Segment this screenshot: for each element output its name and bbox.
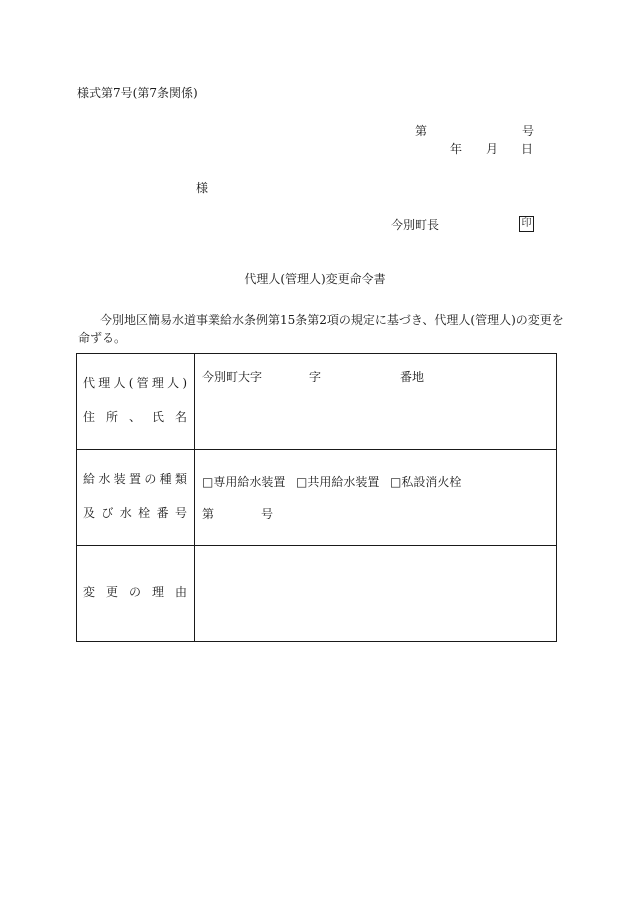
table-row — [77, 450, 557, 546]
date-day-label: 日 — [521, 142, 534, 156]
checkbox-dedicated-supply[interactable]: □専用給水装置 — [202, 475, 286, 489]
doc-number-suffix: 号 — [522, 124, 535, 138]
body-text-line1: 今別地区簡易水道事業給水条例第15条第2項の規定に基づき、代理人(管理人)の変更を — [100, 313, 564, 327]
body-text-line2: 命ずる。 — [78, 331, 127, 345]
date-month-label: 月 — [486, 142, 499, 156]
tap-number-suffix: 号 — [261, 507, 274, 521]
date-year-label: 年 — [450, 142, 463, 156]
label-agent: 代 理 人 ( 管 理 人 ) — [83, 376, 187, 390]
label-reason: 変 更 の 理 由 — [83, 585, 187, 599]
value-cell-agent-address-name[interactable] — [195, 354, 557, 450]
checkbox-private-hydrant[interactable]: □私設消火栓 — [390, 475, 462, 489]
value-cell-reason[interactable] — [195, 546, 557, 642]
form-number: 様式第7号(第7条関係) — [77, 86, 198, 100]
seal-mark: 印 — [519, 216, 534, 232]
checkbox-shared-supply[interactable]: □共用給水装置 — [296, 475, 380, 489]
tap-number-prefix: 第 — [202, 507, 215, 521]
table-row — [77, 354, 557, 450]
form-table — [76, 353, 557, 642]
label-device-type: 給 水 装 置 の 種 類 — [83, 472, 187, 486]
doc-number-prefix: 第 — [415, 124, 428, 138]
label-cell-device-type — [77, 450, 195, 546]
address-town: 今別町大字 — [202, 370, 263, 384]
document-title: 代理人(管理人)変更命令書 — [244, 272, 386, 286]
address-banchi: 番地 — [400, 370, 425, 384]
label-tap-number: 及 び 水 栓 番 号 — [83, 506, 187, 520]
label-address-name: 住 所 、 氏 名 — [83, 410, 187, 424]
address-aza: 字 — [309, 370, 322, 384]
label-cell-reason — [77, 546, 195, 642]
issuer-name: 今別町長 — [391, 218, 440, 232]
label-cell-agent-address-name — [77, 354, 195, 450]
table-row — [77, 546, 557, 642]
value-cell-device-type[interactable] — [195, 450, 557, 546]
addressee-suffix: 様 — [196, 181, 209, 195]
